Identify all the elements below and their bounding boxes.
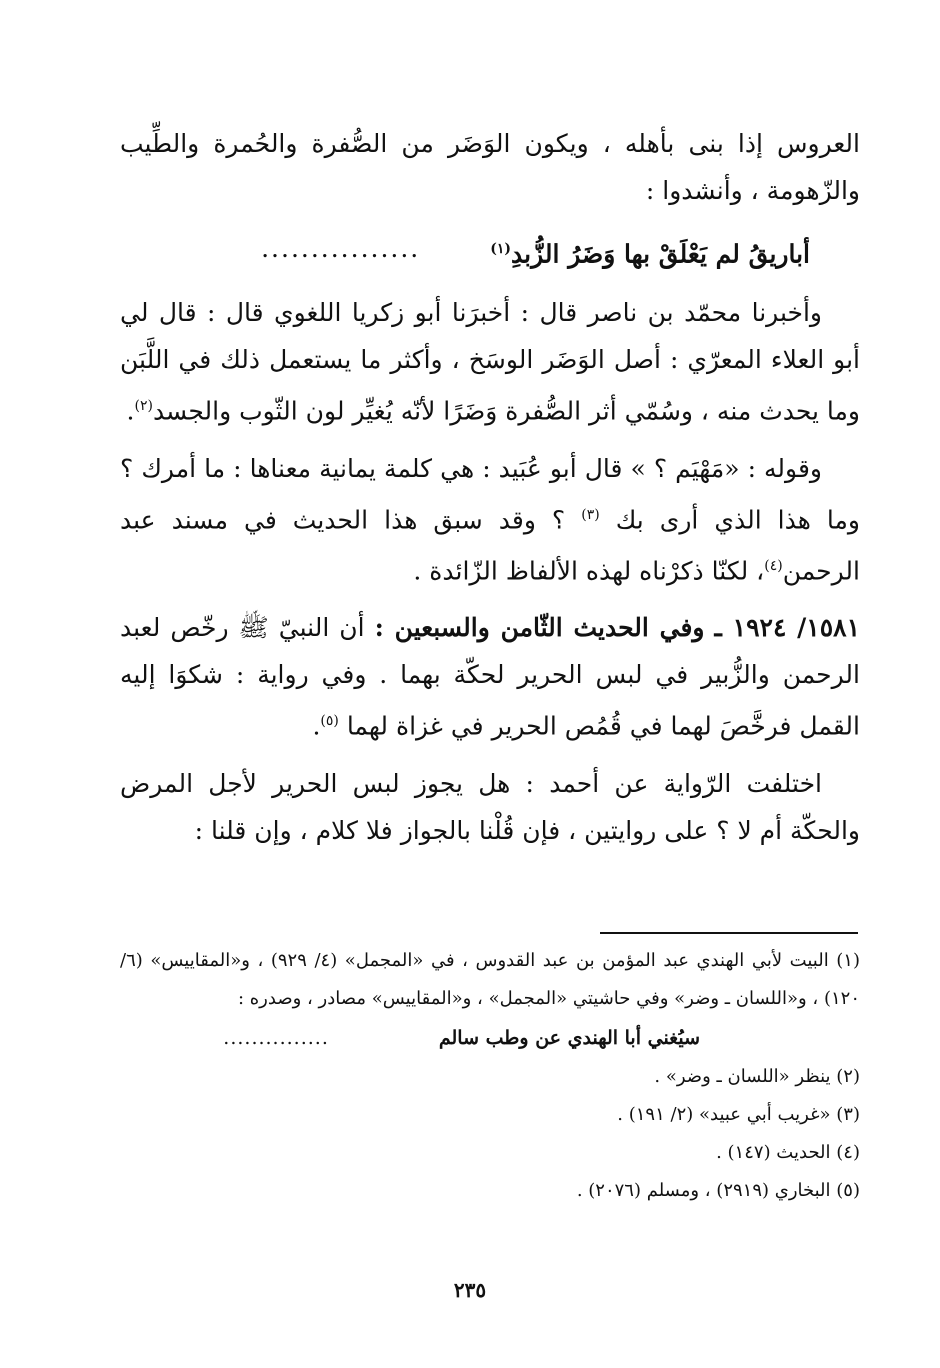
paragraph-3 [120, 445, 860, 595]
footnote-2: (٢) ينظر «اللسان ـ وضر» . [654, 1066, 860, 1087]
paragraph-4-text: أن النبيّ ﷺ رخّص لعبد الرحمن والزُّبير في لبس الحرير لحكّة بهما . وفي رواية : شكوَا إليه القمل فرخَّصَ لهما في قُمُص الحرير في غزاة لهما [120, 613, 860, 741]
paragraph-3-text-b: ؟ وقد سبق هذا الحديث في مسند عبد الرحمن [120, 504, 860, 586]
main-text [120, 120, 860, 864]
footnote-ref-2[interactable]: (٢) [134, 398, 153, 415]
footnote-1: (١) البيت لأبي الهندي عبد المؤمن بن عبد القدوس ، في «المجمل» (٤/ ٩٢٩) ، و«المقاييس» (٦/ ١٢٠) ، و«اللسان ـ وضر» وفي حاشيتي «المجمل» ، و«المقاييس» مصادر ، وصدره : [120, 950, 860, 1009]
footnote-ref-3[interactable]: (٣) [581, 506, 600, 523]
footnote-1-verse-ellipsis: ............... [223, 1027, 329, 1049]
verse-text: أباريقُ لم يَعْلَقْ بها وَضَرُ الزُّبدِ [511, 239, 810, 269]
footnote-separator [600, 932, 858, 934]
paragraph-2-end: . [126, 396, 135, 426]
footnote-1-verse-text: سيُغني أبا الهندي عن وطب سالم [438, 1027, 700, 1049]
footnote-ref-4[interactable]: (٤) [764, 557, 783, 574]
paragraph-5-text: اختلفت الرّواية عن أحمد : هل يجوز لبس الحرير لأجل المرض والحكّة أم لا ؟ على روايتين ، فإن قُلْنا بالجواز فلا كلام ، وإن قلنا : [120, 768, 860, 845]
footnote-5: (٥) البخاري (٢٩١٩) ، ومسلم (٢٠٧٦) . [576, 1180, 860, 1201]
paragraph-1 [120, 120, 860, 214]
footnote-ref-5[interactable]: (٥) [320, 713, 339, 730]
verse-hemistich [490, 224, 810, 279]
paragraph-3-text-a: وقوله : «مَهْيَم ؟ » قال أبو عُبَيد : هي كلمة يمانية معناها : ما أمرك ؟ وما هذا الذي أرى بك [120, 453, 861, 534]
paragraph-5 [120, 760, 860, 854]
footnote-3: (٣) «غريب أبي عبيد» (٢/ ١٩١) . [617, 1104, 860, 1125]
paragraph-2-text: وأخبرنا محمّد بن ناصر قال : أخبرَنا أبو زكريا اللغوي قال : قال لي أبو العلاء المعرّي : أصل الوَضَر الوسَخ ، وأكثر ما يستعمل ذلك في اللَّبَن وما يحدث منه ، وسُمّي أثر الصُّفرة وَضَرًا لأنّه يُغيِّر لون الثّوب والجسد [120, 298, 860, 426]
footnote-ref-1[interactable]: (١) [490, 241, 512, 257]
paragraph-2 [120, 289, 860, 434]
footnote-4: (٤) الحديث (١٤٧) . [716, 1142, 860, 1163]
paragraph-1-text: العروس إذا بنى بأهله ، ويكون الوَضَر من الصُّفرة والحُمرة والطِّيب والزّهومة ، وأنشدوا : [120, 129, 860, 205]
paragraph-4-end: . [312, 711, 321, 741]
page-number: ٢٣٥ [453, 1278, 487, 1302]
hadith-number: ١٥٨١/ ١٩٢٤ ـ [714, 613, 861, 643]
hadith-heading: وفي الحديث الثّامن والسبعين : [374, 613, 705, 643]
verse-ellipsis: ................ [261, 234, 421, 263]
footnotes [120, 942, 860, 1210]
footnote-1-verse [120, 1018, 860, 1058]
paragraph-3-text-c: ، لكنّا ذكرْناه لهذه الألفاظ الزّائدة . [413, 556, 765, 586]
paragraph-4 [120, 604, 860, 749]
verse-line [120, 224, 860, 279]
